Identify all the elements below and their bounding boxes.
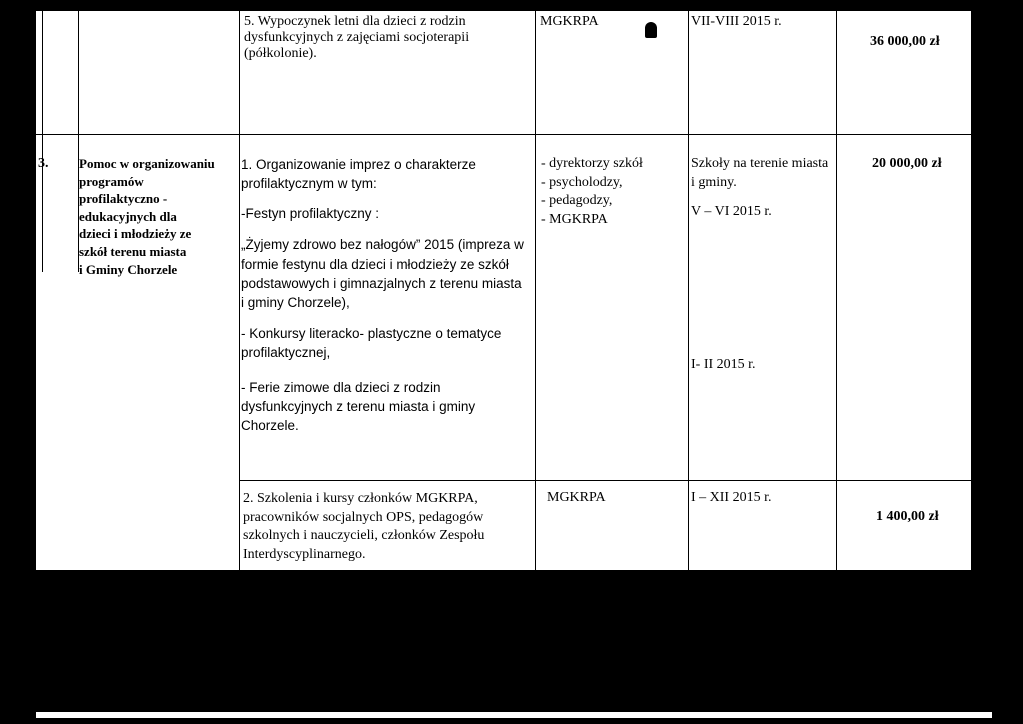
row3-task: Pomoc w organizowaniu programów profilaktyczno - edukacyjnych dla dzieci i młodzieży ze szkół terenu miasta i Gminy Chorzele — [79, 156, 215, 277]
col-border-1 — [42, 10, 43, 272]
row3-activity-2: - Konkursy literacko- plastyczne o tematyce profilaktycznej, - Ferie zimowe dla dzieci z rodzin dysfunkcyjnych z terenu miasta i gminy Chorzele. — [241, 326, 502, 433]
training-activity: 2. Szkolenia i kursy członków MGKRPA, pracowników socjalnych OPS, pedagogów szkolnych i nauczycieli, członków Zespołu Interdyscyplinarnego. — [243, 491, 485, 562]
row5-entity: MGKRPA — [540, 14, 599, 29]
training-amount: 1 400,00 zł — [876, 509, 939, 524]
col-border-6 — [836, 10, 837, 570]
row3-activity-1: 1. Organizowanie imprez o charakterze profilaktycznym w tym: -Festyn profilaktyczny : „Żyjemy zdrowo bez nałogów” 2015 (impreza w formie festynu dla dzieci i młodzieży ze szkół podstawowych i gimnazjalnych z terenu miasta i gminy Chorzele), — [241, 157, 524, 311]
row-border-top — [36, 10, 972, 11]
col-border-7 — [971, 10, 972, 570]
row3-amount: 20 000,00 zł — [872, 156, 942, 171]
ink-smudge — [645, 22, 657, 38]
training-entity: MGKRPA — [547, 490, 606, 505]
row3-responsible: - dyrektorzy szkół - psycholodzy, - pedagodzy, - MGKRPA — [541, 156, 643, 227]
row5-item: 5. Wypoczynek letni dla dzieci z rodzin dysfunkcyjnych z zajęciami socjoterapii (półkolonie). — [244, 14, 470, 61]
col-border-3 — [239, 10, 240, 570]
col-border-4 — [535, 10, 536, 570]
row5-date: VII-VIII 2015 r. — [691, 14, 782, 29]
row3-date-2: I- II 2015 r. — [691, 357, 756, 372]
training-date: I – XII 2015 r. — [691, 490, 772, 505]
row-border-training — [239, 480, 972, 481]
row3-number: 3. — [38, 156, 49, 171]
row-border-section3 — [36, 134, 972, 135]
row3-date-1: V – VI 2015 r. — [691, 204, 772, 219]
col-border-5 — [688, 10, 689, 570]
row3-place: Szkoły na terenie miasta i gminy. — [691, 156, 829, 190]
page-edge-strip — [36, 712, 992, 718]
row5-amount: 36 000,00 zł — [870, 34, 940, 49]
